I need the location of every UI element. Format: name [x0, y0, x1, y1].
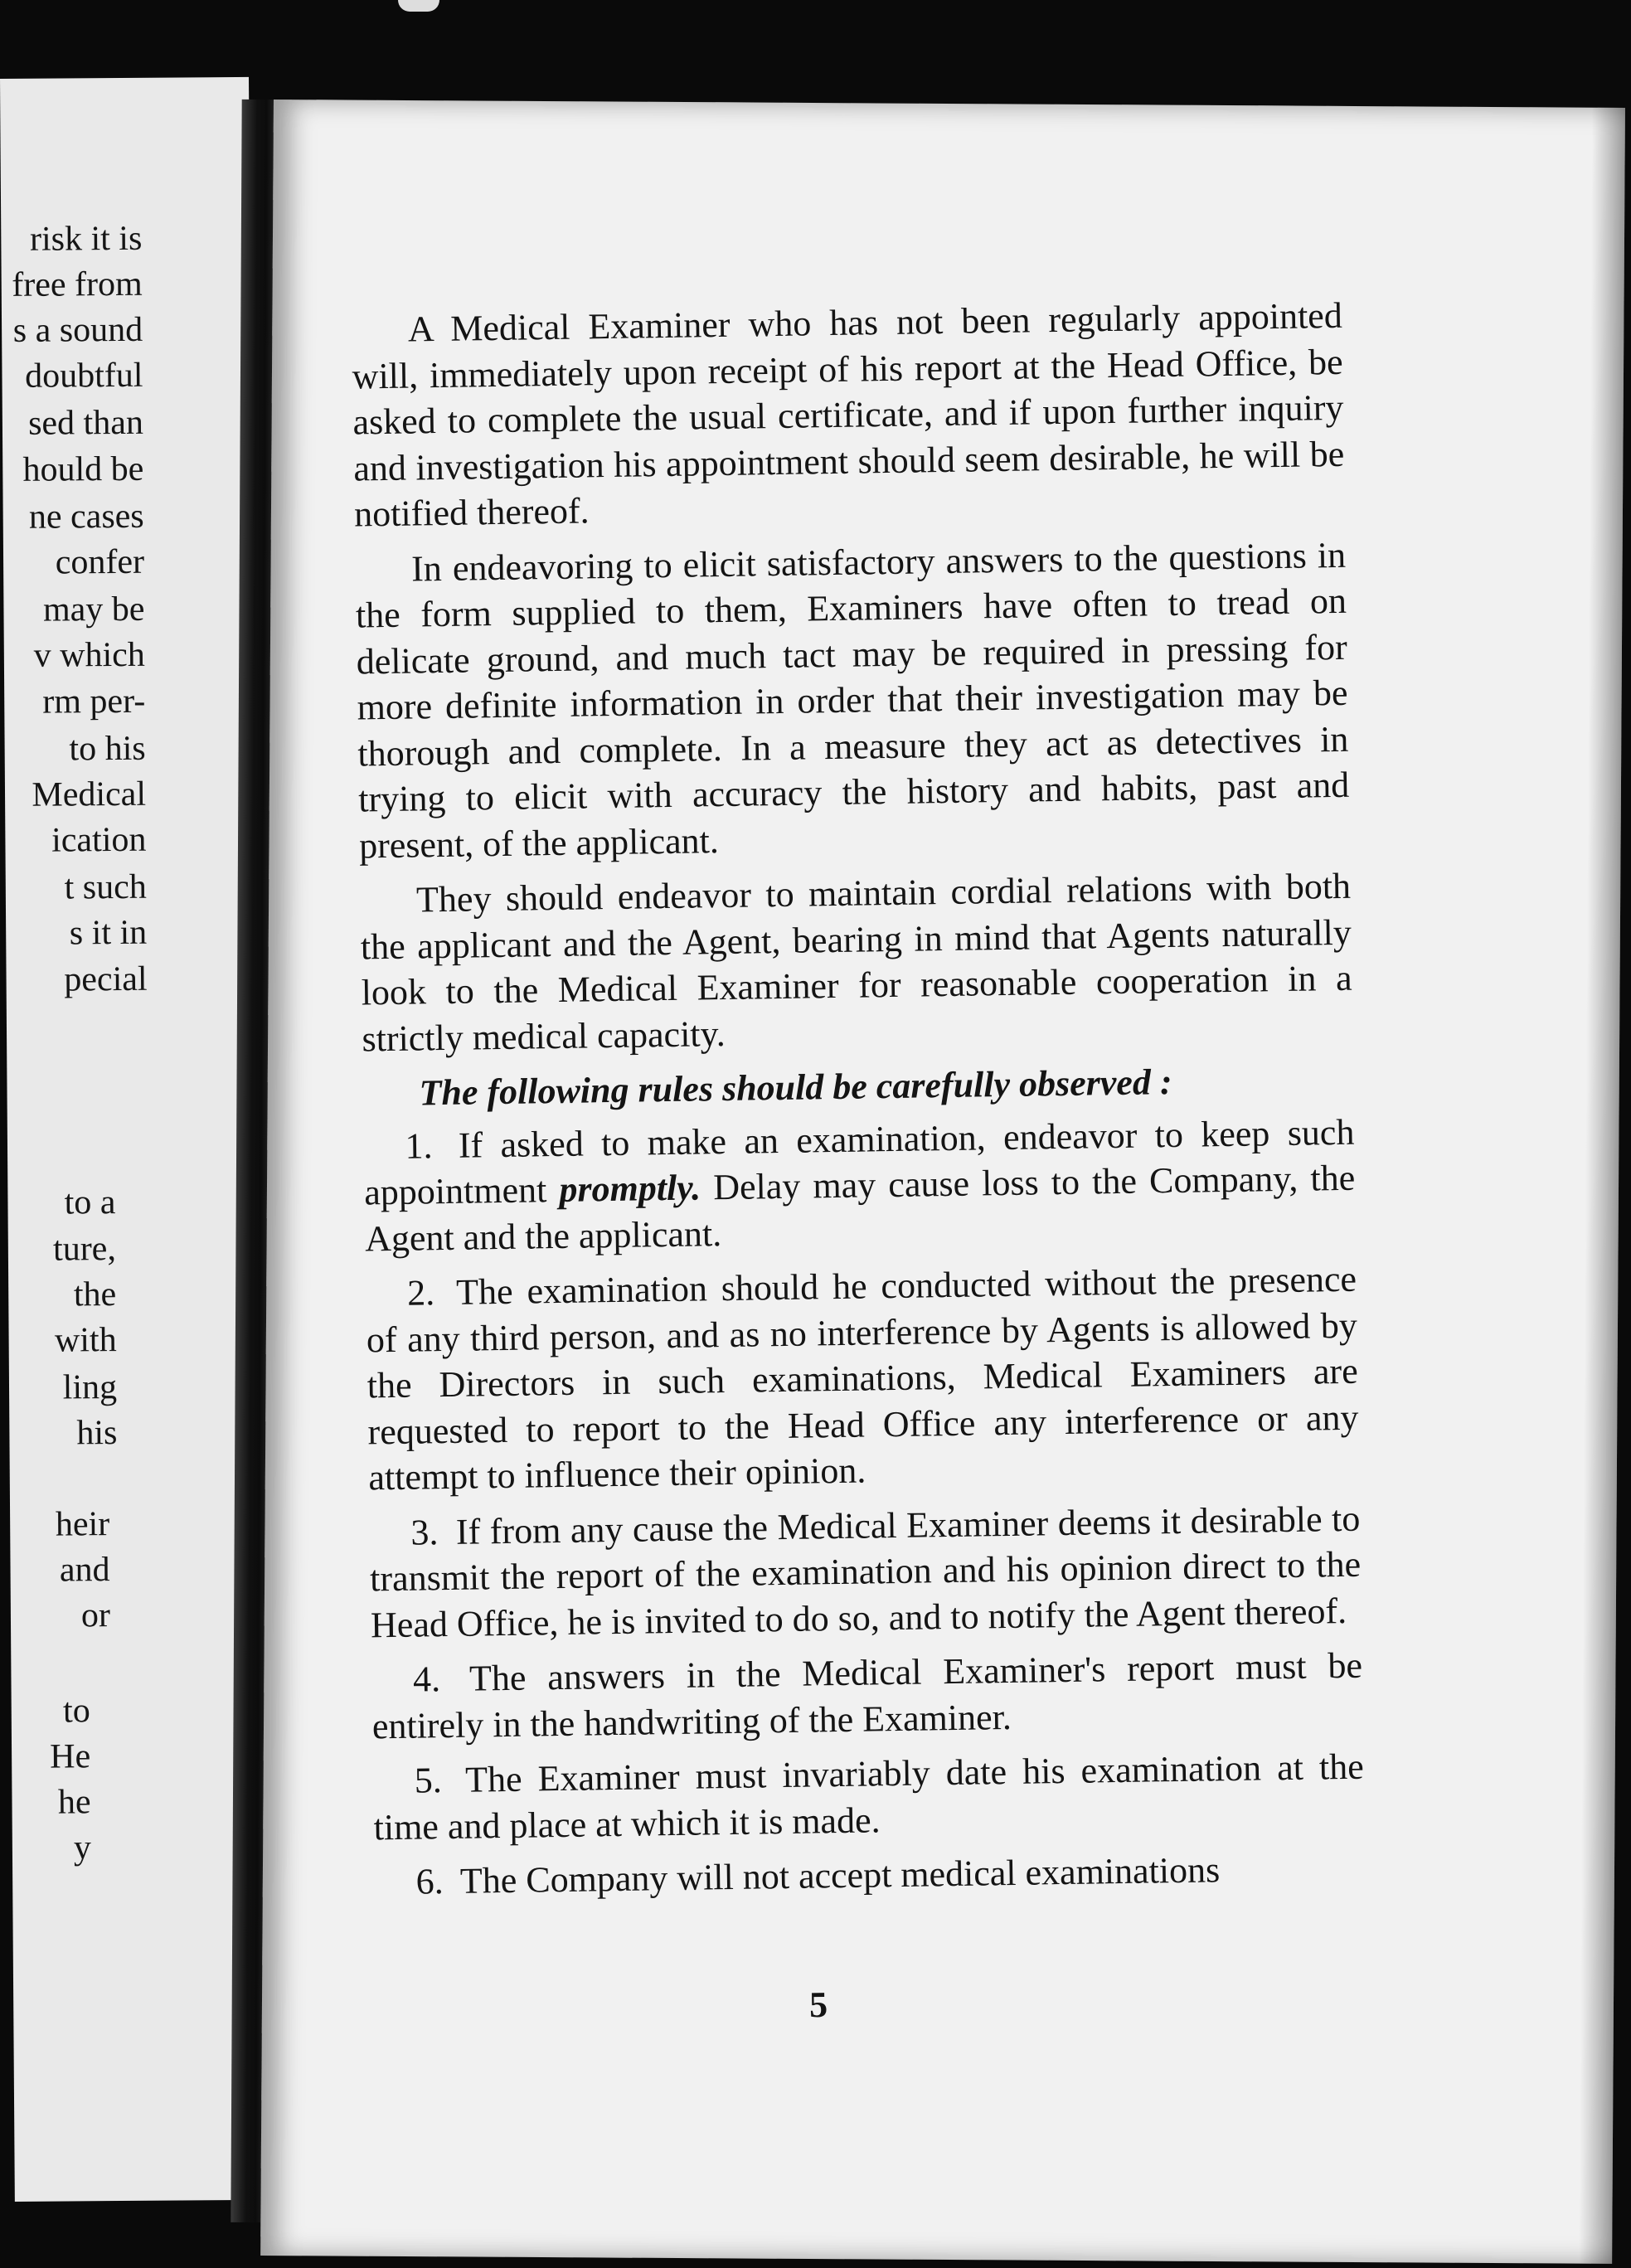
- left-page-text-fragment: s it in: [69, 913, 148, 953]
- rule-text: If from any cause the Medical Examiner deems it desirable to transmit the report of the examination and his opinion direct to the Head Office, he is invited to do so, and to notify the Agent thereof.: [369, 1498, 1362, 1645]
- main-page: [260, 100, 1625, 2264]
- rule-number: 1.: [405, 1124, 433, 1167]
- rules-heading: The following rules should be carefully observed :: [419, 1061, 1172, 1114]
- page-number: 5: [808, 1984, 828, 2026]
- left-facing-page: [0, 77, 264, 2202]
- left-page-text-fragment: t such: [64, 867, 147, 907]
- rule-text: Delay may cause loss to the Company, the Agent and the applicant.: [364, 1157, 1356, 1259]
- left-page-text-fragment: his: [76, 1414, 118, 1453]
- left-page-text-fragment: ne cases: [28, 497, 144, 537]
- left-page-text-fragment: free from: [12, 265, 143, 304]
- left-page-text-fragment: may be: [42, 590, 145, 629]
- left-page-text-fragment: the: [73, 1275, 117, 1314]
- left-page-text-fragment: to a: [64, 1183, 116, 1222]
- left-page-text-fragment: hould be: [22, 449, 144, 489]
- page-body: [351, 293, 1366, 1915]
- left-page-text-fragment: sed than: [27, 403, 144, 443]
- rule-5: [372, 1744, 1365, 1851]
- rule-number: 5.: [414, 1760, 443, 1801]
- rule-2: [366, 1256, 1360, 1501]
- left-page-text-fragment: confer: [55, 542, 145, 582]
- paragraph-appointment: A Medical Examiner who has not been regularly appointed will, immediately upon receipt of his report at the Head Office, be asked to complete the usual certificate, and if upon further inquiry and investigation his appointment should seem desirable, he will be notified thereof.: [352, 294, 1345, 535]
- left-page-text-fragment: pecial: [64, 959, 148, 999]
- scan-artifact: [398, 0, 439, 12]
- left-page-text-fragment: ication: [51, 820, 147, 860]
- rule-text: The examination should he conducted without the presence of any third person, and as no interference by Agents is allowed by the Directors in such examinations, Medical Examiners are requested to report to the Head Office any interference or any attempt to influence their opinion.: [366, 1258, 1359, 1498]
- rule-1: [363, 1109, 1356, 1261]
- rule-number: 6.: [415, 1861, 444, 1902]
- left-page-text-fragment: s a sound: [12, 310, 143, 350]
- left-page-text-fragment: Medical: [32, 775, 147, 814]
- rule-text: The Examiner must invariably date his examination at the time and place at which it is made.: [373, 1746, 1365, 1848]
- rule-text: The Company will not accept medical examinations: [459, 1849, 1221, 1901]
- left-page-text-fragment: ture,: [52, 1230, 117, 1269]
- left-page-text-fragment: doubtful: [25, 356, 143, 396]
- left-page-text-fragment: he: [57, 1783, 91, 1822]
- rule-4: [371, 1643, 1364, 1750]
- left-page-text-fragment: and: [59, 1551, 110, 1590]
- rule-number: 4.: [412, 1659, 441, 1700]
- rule-number: 2.: [406, 1272, 435, 1314]
- rule-6: [374, 1845, 1366, 1906]
- rule-text: If asked to make an examination, endeavor to keep such appointment: [363, 1111, 1355, 1213]
- rule-number: 3.: [410, 1511, 439, 1553]
- left-page-text-fragment: to his: [69, 729, 146, 769]
- left-page-text-fragment: He: [49, 1737, 91, 1776]
- left-page-text-fragment: heir: [55, 1505, 110, 1544]
- rule-emphasis: promptly.: [559, 1167, 701, 1210]
- paragraph-cordial-relations: They should endeavor to maintain cordial relations with both the applicant and the Agent, bearing in mind that Agents naturally look to the Medical Examiner for reasonable cooperation in a strictly medical capacity.: [360, 865, 1352, 1059]
- rule-3: [369, 1495, 1362, 1648]
- left-page-text-fragment: or: [80, 1596, 111, 1635]
- left-page-text-fragment: y: [73, 1828, 92, 1867]
- paragraph-eliciting-answers: In endeavoring to elicit satisfactory answers to the questions in the form supplied to them, Examiners have often to tread on delicate ground, and much tact may be required in pressing for more definite information in order that their investigation may be thorough and complete. In a measure they act as detectives in trying to elicit with accuracy the history and habits, past and present, of the applicant.: [355, 534, 1350, 867]
- left-page-text-fragment: to: [62, 1692, 90, 1731]
- left-page-text-fragment: ling: [62, 1368, 118, 1407]
- rule-text: The answers in the Medical Examiner's report must be entirely in the handwriting of the Examiner.: [371, 1644, 1363, 1746]
- left-page-text-fragment: rm per-: [42, 682, 146, 721]
- left-page-text-fragment: with: [54, 1321, 117, 1360]
- left-page-text-fragment: v which: [33, 635, 146, 675]
- left-page-text-fragment: risk it is: [29, 219, 143, 259]
